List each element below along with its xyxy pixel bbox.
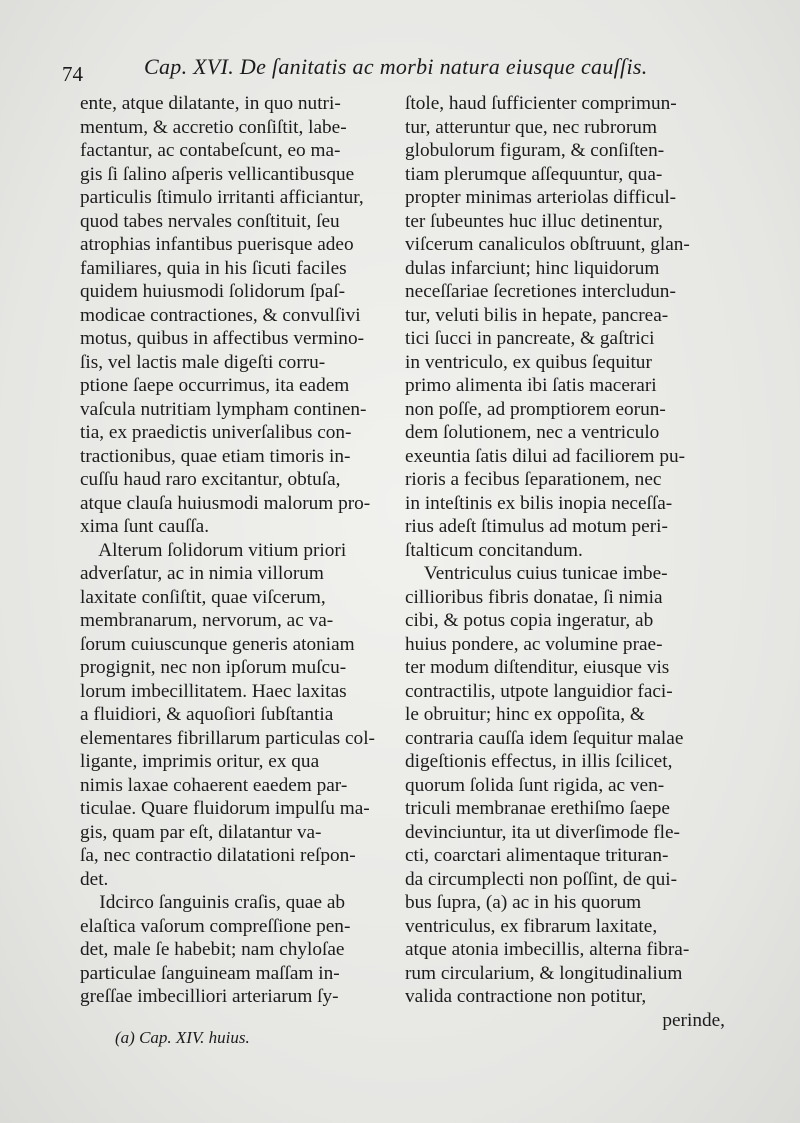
- text-line: tractionibus, quae etiam timoris in-: [80, 445, 351, 467]
- text-line: adverſatur, ac in nimia villorum: [80, 563, 324, 584]
- text-line: rum circularium, & longitudinalium: [405, 962, 683, 984]
- text-line: propter minimas arteriolas difficul-: [405, 187, 677, 208]
- text-line: rioris a fecibus ſeparationem, nec: [405, 469, 662, 490]
- text-line: elementares fibrillarum particulas col-: [80, 727, 375, 749]
- text-line: membranarum, nervorum, ac va-: [80, 610, 334, 631]
- text-line: Ventriculus cuius tunicae imbe-: [405, 563, 668, 584]
- text-line: neceſſariae ſecretiones intercludun-: [405, 281, 676, 302]
- text-line: particulis ſtimulo irritanti afficiantur,: [80, 187, 364, 208]
- text-line: factantur, ac contabeſcunt, eo ma-: [80, 140, 341, 161]
- text-line: atque clauſa huiusmodi malorum pro-: [80, 492, 371, 514]
- text-line: huius pondere, ac volumine prae-: [405, 633, 663, 655]
- text-line: tur, atteruntur que, nec rubrorum: [405, 116, 657, 138]
- text-line: exeuntia ſatis dilui ad faciliorem pu-: [405, 445, 686, 467]
- text-line: ente, atque dilatante, in quo nutri-: [80, 93, 341, 114]
- text-line: ventriculus, ex fibrarum laxitate,: [405, 915, 658, 937]
- text-line: ligante, imprimis oritur, ex qua: [80, 751, 320, 772]
- text-line: elaſtica vaſorum compreſſione pen-: [80, 915, 351, 937]
- text-line: in ventriculo, ex quibus ſequitur: [405, 351, 652, 373]
- text-line: bus ſupra, (a) ac in his quorum: [405, 892, 642, 913]
- text-line: progignit, nec non ipſorum muſcu-: [80, 657, 347, 678]
- text-line: greſſae imbecilliori arteriarum ſy-: [80, 986, 339, 1007]
- text-line: Alterum ſolidorum vitium priori: [80, 539, 347, 561]
- page-number: 74: [62, 62, 83, 86]
- text-line: rius adeſt ſtimulus ad motum peri-: [405, 516, 668, 537]
- text-line: quidem huiusmodi ſolidorum ſpaſ-: [80, 281, 346, 302]
- text-line: perinde,: [662, 1009, 725, 1031]
- text-line: tiam plerumque aſſequuntur, qua-: [405, 163, 663, 185]
- text-line: cibi, & potus copia ingeratur, ab: [405, 610, 654, 631]
- text-line: ſa, nec contractio dilatationi reſpon-: [80, 845, 356, 866]
- text-line: da circumplecti non poſſint, de qui-: [405, 868, 678, 890]
- page-header: [62, 50, 760, 84]
- text-line: non poſſe, ad promptiorem eorun-: [405, 398, 666, 420]
- text-line: ſorum cuiuscunque generis atoniam: [80, 633, 355, 655]
- text-line: xima ſunt cauſſa.: [80, 516, 210, 537]
- text-line: valida contractione non potitur,: [405, 986, 647, 1007]
- text-line: mentum, & accretio conſiſtit, labe-: [80, 116, 347, 138]
- text-line: ſtole, haud ſufficienter comprimun-: [405, 93, 677, 114]
- text-line: cillioribus fibris donatae, ſi nimia: [405, 586, 663, 608]
- text-line: cuſſu haud raro excitantur, obtuſa,: [80, 469, 341, 490]
- text-line: det.: [80, 868, 109, 890]
- text-line: dem ſolutionem, nec a ventriculo: [405, 422, 660, 443]
- text-line: atrophias infantibus puerisque adeo: [80, 234, 354, 255]
- text-line: modicae contractiones, & convulſivi: [80, 304, 361, 326]
- text-line: nimis laxae cohaerent eaedem par-: [80, 774, 348, 796]
- text-line: globulorum figuram, & conſiſten-: [405, 140, 665, 161]
- text-line: triculi membranae erethiſmo ſaepe: [405, 798, 670, 819]
- running-head: Cap. XVI. De ſanitatis ac morbi natura eiusque cauſſis.: [144, 54, 648, 79]
- text-line: tur, veluti bilis in hepate, pancrea-: [405, 304, 669, 326]
- text-line: tici ſucci in pancreate, & gaſtrici: [405, 328, 655, 349]
- text-line: atque atonia imbecillis, alterna fibra-: [405, 939, 690, 960]
- text-line: primo alimenta ibi ſatis macerari: [405, 375, 657, 396]
- text-line: Idcirco ſanguinis craſis, quae ab: [80, 892, 346, 913]
- text-line: ſis, vel lactis male digeſti corru-: [80, 351, 326, 373]
- left-text-column: [80, 92, 390, 1009]
- footnote: (a) Cap. XIV. huius.: [115, 1028, 250, 1047]
- text-line: familiares, quia in his ſicuti faciles: [80, 257, 347, 279]
- text-line: contraria cauſſa idem ſequitur malae: [405, 727, 684, 749]
- text-line: devinciuntur, ita ut diverſimode fle-: [405, 821, 680, 843]
- text-line: motus, quibus in affectibus vermino-: [80, 328, 365, 349]
- text-line: laxitate conſiſtit, quae viſcerum,: [80, 586, 326, 608]
- text-line: ter modum diſtenditur, eiusque vis: [405, 657, 670, 678]
- text-line: dulas infarciunt; hinc liquidorum: [405, 257, 660, 279]
- text-line: in inteſtinis ex bilis inopia neceſſa-: [405, 492, 673, 514]
- text-line: viſcerum canaliculos obſtruunt, glan-: [405, 234, 690, 255]
- right-text-column: [405, 92, 725, 1032]
- text-line: le obruitur; hinc ex oppoſita, &: [405, 704, 645, 725]
- text-line: det, male ſe habebit; nam chyloſae: [80, 939, 345, 960]
- text-line: ter ſubeuntes huc illuc detinentur,: [405, 210, 663, 232]
- text-line: vaſcula nutritiam lympham continen-: [80, 398, 367, 420]
- text-line: a fluidiori, & aquoſiori ſubſtantia: [80, 704, 334, 725]
- text-line: contractilis, utpote languidior faci-: [405, 680, 673, 702]
- text-line: cti, coarctari alimentaque trituran-: [405, 845, 669, 866]
- text-line: lorum imbecillitatem. Haec laxitas: [80, 680, 347, 702]
- text-line: digeſtionis effectus, in illis ſcilicet,: [405, 751, 673, 772]
- text-line: particulae ſanguineam maſſam in-: [80, 962, 340, 984]
- text-line: gis ſi ſalino aſperis vellicantibusque: [80, 163, 355, 185]
- text-line: ſtalticum concitandum.: [405, 539, 583, 561]
- text-line: gis, quam par eſt, dilatantur va-: [80, 821, 322, 843]
- text-line: ptione ſaepe occurrimus, ita eadem: [80, 375, 350, 396]
- text-line: quod tabes nervales conſtituit, ſeu: [80, 210, 340, 232]
- text-line: ticulae. Quare fluidorum impulſu ma-: [80, 798, 370, 819]
- text-line: quorum ſolida ſunt rigida, ac ven-: [405, 774, 665, 796]
- text-line: tia, ex praedictis univerſalibus con-: [80, 422, 352, 443]
